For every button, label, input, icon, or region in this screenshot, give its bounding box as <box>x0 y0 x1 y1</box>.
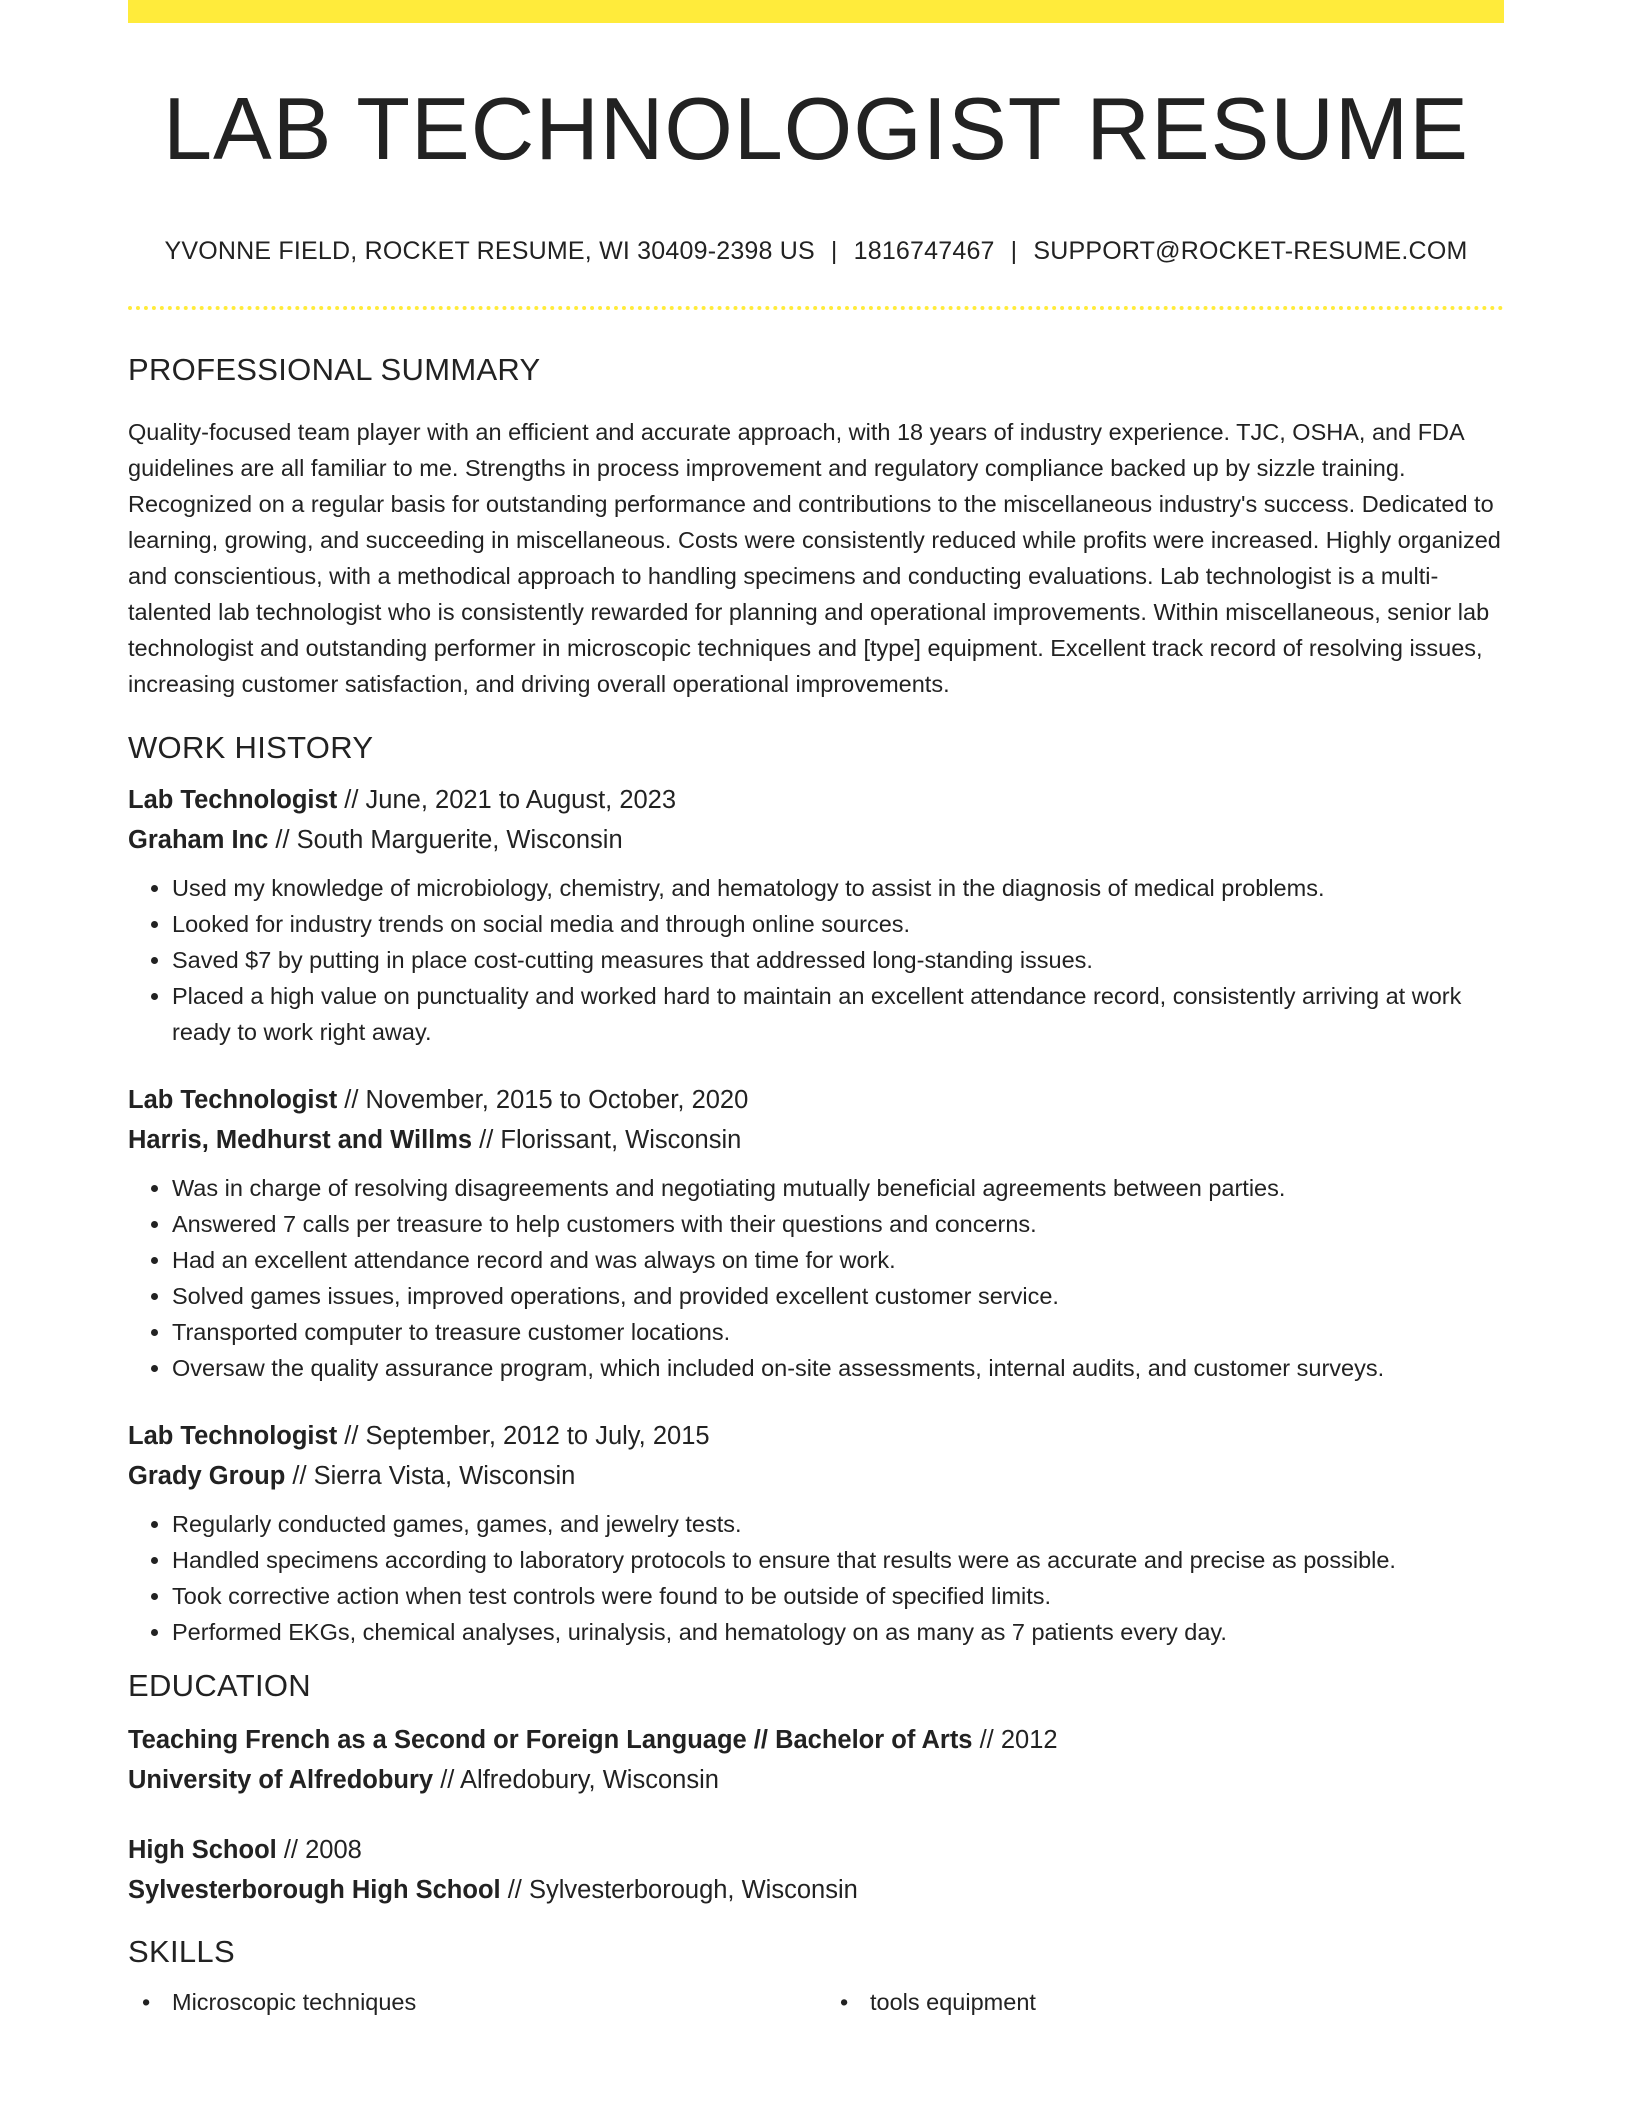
education-degree-line <box>128 1830 1504 1870</box>
education-degree-line <box>128 1720 1504 1760</box>
job-bullet: • Solved games issues, improved operations, and provided excellent customer service. <box>172 1278 1504 1314</box>
job-bullet: • Handled specimens according to laboratory protocols to ensure that results were as accurate and precise as possible. <box>172 1542 1504 1578</box>
education-entry <box>128 1720 1504 1800</box>
job-entry <box>128 780 1504 1050</box>
job-location: // Sierra Vista, Wisconsin <box>285 1462 576 1490</box>
job-bullet: • Was in charge of resolving disagreements and negotiating mutually beneficial agreements between parties. <box>172 1170 1504 1206</box>
job-company: Grady Group <box>128 1462 286 1490</box>
job-bullet: • Transported computer to treasure customer locations. <box>172 1314 1504 1350</box>
education-year: // 2008 <box>276 1836 362 1864</box>
summary-heading: PROFESSIONAL SUMMARY <box>128 352 541 387</box>
education-school-line <box>128 1870 1504 1910</box>
job-company-line <box>128 1456 1504 1496</box>
job-bullet: • Saved $7 by putting in place cost-cutting measures that addressed long-standing issues. <box>172 942 1504 978</box>
job-location: // South Marguerite, Wisconsin <box>268 826 623 854</box>
job-title-line <box>128 780 1504 820</box>
education-year: // 2012 <box>972 1726 1058 1754</box>
contact-separator: | <box>830 237 838 265</box>
education-school-line <box>128 1760 1504 1800</box>
education-entry <box>128 1830 1504 1910</box>
job-company: Harris, Medhurst and Willms <box>128 1126 473 1154</box>
job-bullet: • Looked for industry trends on social media and through online sources. <box>172 906 1504 942</box>
job-title: Lab Technologist <box>128 786 338 814</box>
dotted-divider <box>128 306 1504 310</box>
job-bullet: • Oversaw the quality assurance program, which included on-site assessments, internal audits, and customer surveys. <box>172 1350 1504 1386</box>
job-bullet: • Answered 7 calls per treasure to help customers with their questions and concerns. <box>172 1206 1504 1242</box>
job-bullet: • Placed a high value on punctuality and worked hard to maintain an excellent attendance record, consistently arriving at work ready to work right away. <box>172 978 1504 1050</box>
contact-address: YVONNE FIELD, ROCKET RESUME, WI 30409-2398 US <box>164 237 815 265</box>
education-degree: Teaching French as a Second or Foreign Language // Bachelor of Arts <box>128 1726 973 1754</box>
contact-email: SUPPORT@ROCKET-RESUME.COM <box>1033 237 1468 265</box>
job-company-line <box>128 1120 1504 1160</box>
job-title: Lab Technologist <box>128 1086 338 1114</box>
education-heading: EDUCATION <box>128 1668 311 1703</box>
job-title: Lab Technologist <box>128 1422 338 1450</box>
contact-phone: 1816747467 <box>853 237 995 265</box>
job-title-line <box>128 1416 1504 1456</box>
job-bullet: • Performed EKGs, chemical analyses, urinalysis, and hematology on as many as 7 patients every day. <box>172 1614 1504 1650</box>
job-bullets <box>128 1506 1504 1650</box>
education-location: // Alfredobury, Wisconsin <box>433 1766 719 1794</box>
job-dates: // September, 2012 to July, 2015 <box>337 1422 710 1450</box>
job-bullet: • Had an excellent attendance record and was always on time for work. <box>172 1242 1504 1278</box>
page-title: LAB TECHNOLOGIST RESUME <box>163 79 1469 178</box>
skills-heading: SKILLS <box>128 1934 235 1969</box>
accent-top-bar <box>128 0 1504 23</box>
skill-item: • tools equipment <box>826 1984 1504 2020</box>
education-school: University of Alfredobury <box>128 1766 434 1794</box>
job-bullet: • Took corrective action when test controls were found to be outside of specified limits. <box>172 1578 1504 1614</box>
job-bullet: • Used my knowledge of microbiology, chemistry, and hematology to assist in the diagnosis of medical problems. <box>172 870 1504 906</box>
summary-text: Quality-focused team player with an efficient and accurate approach, with 18 years of industry experience. TJC, OSHA, and FDA guidelines are all familiar to me. Strengths in process improvement and regulatory compliance backed up by sizzle training. Recognized on a regular basis for outstanding performance and contributions to the miscellaneous industry's success. Dedicated to learning, growing, and succeeding in miscellaneous. Costs were consistently reduced while profits were increased. Highly organized and conscientious, with a methodical approach to handling specimens and conducting evaluations. Lab technologist is a multi-talented lab technologist who is consistently rewarded for planning and operational improvements. Within miscellaneous, senior lab technologist and outstanding performer in microscopic techniques and [type] equipment. Excellent track record of resolving issues, increasing customer satisfaction, and driving overall operational improvements. <box>128 419 1501 697</box>
contact-line <box>0 237 1632 266</box>
job-bullets <box>128 1170 1504 1386</box>
skill-item: • Microscopic techniques <box>128 1984 806 2020</box>
job-company: Graham Inc <box>128 826 269 854</box>
job-entry <box>128 1080 1504 1386</box>
job-bullets <box>128 870 1504 1050</box>
work-history-heading: WORK HISTORY <box>128 730 374 765</box>
job-dates: // June, 2021 to August, 2023 <box>337 786 677 814</box>
job-dates: // November, 2015 to October, 2020 <box>337 1086 749 1114</box>
education-school: Sylvesterborough High School <box>128 1876 501 1904</box>
resume-content <box>128 352 1504 2020</box>
skills-list <box>128 1984 1504 2020</box>
job-location: // Florissant, Wisconsin <box>472 1126 742 1154</box>
education-location: // Sylvesterborough, Wisconsin <box>500 1876 858 1904</box>
job-company-line <box>128 820 1504 860</box>
job-title-line <box>128 1080 1504 1120</box>
job-entry <box>128 1416 1504 1650</box>
education-degree: High School <box>128 1836 277 1864</box>
contact-separator: | <box>1010 237 1018 265</box>
job-bullet: • Regularly conducted games, games, and jewelry tests. <box>172 1506 1504 1542</box>
